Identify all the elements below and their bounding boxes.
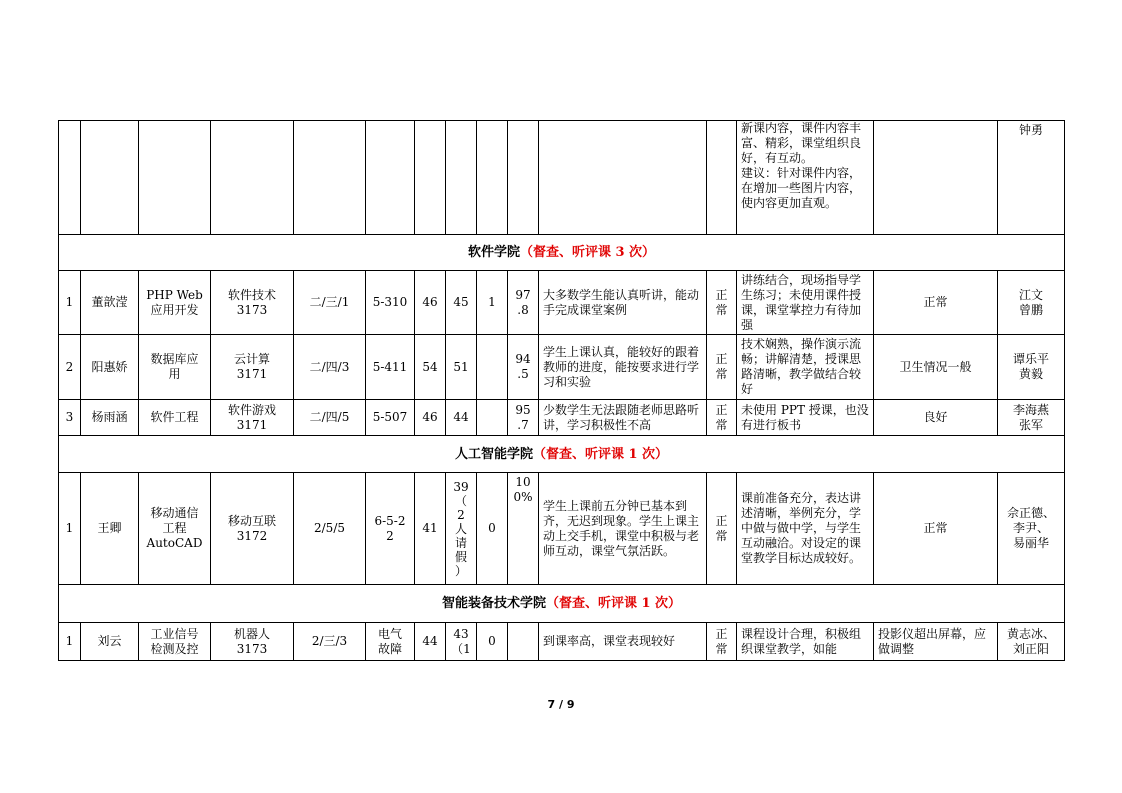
- enrolled-count: 41: [415, 473, 446, 585]
- room: 5-411: [366, 335, 415, 400]
- absent-count: [477, 335, 508, 400]
- course-name: 工业信号 检测及控: [139, 623, 211, 661]
- section-note: （督查、听评课 3 次）: [519, 245, 656, 260]
- teaching-comment: 新课内容，课件内容丰富、精彩，课堂组织良好，有互动。 建议：针对课件内容，在增加一些图片内容，使内容更加直观。: [737, 121, 874, 235]
- attendance-rate: 95 .7: [508, 400, 539, 436]
- room: 5-310: [366, 271, 415, 335]
- row-number: 2: [59, 335, 81, 400]
- environment-comment: 正常: [874, 473, 998, 585]
- student-comment: 少数学生无法跟随老师思路听讲，学习积极性不高: [539, 400, 707, 436]
- class-name: 移动互联 3172: [211, 473, 294, 585]
- absent-count: 0: [477, 623, 508, 661]
- table-row: [59, 473, 1065, 585]
- teaching-comment: 未使用 PPT 授课，也没有进行板书: [737, 400, 874, 436]
- course-name: 软件工程: [139, 400, 211, 436]
- teaching-comment: 课程设计合理，积极组织课堂教学，如能: [737, 623, 874, 661]
- section-name: 软件学院: [467, 245, 520, 260]
- student-comment: 学生上课认真，能较好的跟着教师的进度，能按要求进行学习和实验: [539, 335, 707, 400]
- environment-comment: 正常: [874, 271, 998, 335]
- attendance-rate: 94 .5: [508, 335, 539, 400]
- status: 正 常: [707, 400, 737, 436]
- room: 6-5-2 2: [366, 473, 415, 585]
- section-name: 智能装备技术学院: [441, 596, 546, 611]
- absent-count: 0: [477, 473, 508, 585]
- room: 5-507: [366, 400, 415, 436]
- class-time: 二/四/3: [294, 335, 366, 400]
- student-comment: 大多数学生能认真听讲，能动手完成课堂案例: [539, 271, 707, 335]
- teacher-name: 阳惠娇: [81, 335, 139, 400]
- table-row: [59, 623, 1065, 661]
- enrolled-count: 46: [415, 400, 446, 436]
- environment-comment: 良好: [874, 400, 998, 436]
- status: 正 常: [707, 473, 737, 585]
- enrolled-count: 44: [415, 623, 446, 661]
- course-name: 移动通信 工程 AutoCAD: [139, 473, 211, 585]
- teacher-name: 董歆滢: [81, 271, 139, 335]
- section-header: [59, 585, 1065, 623]
- section-note: （督查、听评课 1 次）: [545, 596, 682, 611]
- teaching-comment: 技术娴熟，操作演示流畅；讲解清楚，授课思路清晰，教学做结合较好: [737, 335, 874, 400]
- section-name: 人工智能学院: [454, 446, 533, 462]
- page-number: 7 / 9: [547, 698, 575, 711]
- enrolled-count: 54: [415, 335, 446, 400]
- present-count: 45: [446, 271, 477, 335]
- row-number: 3: [59, 400, 81, 436]
- status: 正 常: [707, 335, 737, 400]
- inspector-names: 钟勇: [998, 121, 1065, 235]
- inspector-names: 李海燕 张军: [998, 400, 1065, 436]
- section-header: [59, 436, 1065, 473]
- status: 正 常: [707, 623, 737, 661]
- class-name: 软件游戏 3171: [211, 400, 294, 436]
- present-count: 51: [446, 335, 477, 400]
- class-time: 2/5/5: [294, 473, 366, 585]
- section-header: [59, 235, 1065, 271]
- table-row: [59, 335, 1065, 400]
- table-row: [59, 271, 1065, 335]
- status: 正 常: [707, 271, 737, 335]
- attendance-rate: 10 0%: [508, 473, 539, 585]
- inspection-table: [58, 120, 1065, 661]
- teacher-name: 刘云: [81, 623, 139, 661]
- present-count: 44: [446, 400, 477, 436]
- class-name: 机器人 3173: [211, 623, 294, 661]
- section-note: （督查、听评课 1 次）: [532, 446, 669, 462]
- teacher-name: 王卿: [81, 473, 139, 585]
- environment-comment: 卫生情况一般: [874, 335, 998, 400]
- teacher-name: 杨雨涵: [81, 400, 139, 436]
- teaching-comment: 课前准备充分，表达讲述清晰，举例充分，学中做与做中学，与学生互动融洽。对设定的课堂教学目标达成较好。: [737, 473, 874, 585]
- absent-count: 1: [477, 271, 508, 335]
- absent-count: [477, 400, 508, 436]
- table-row: [59, 400, 1065, 436]
- row-number: 1: [59, 623, 81, 661]
- present-count: 43 （1: [446, 623, 477, 661]
- environment-comment: 投影仪超出屏幕，应做调整: [874, 623, 998, 661]
- inspector-names: 谭乐平 黄毅: [998, 335, 1065, 400]
- table-row: [59, 121, 1065, 235]
- teaching-comment: 讲练结合，现场指导学生练习；未使用课件授课，课堂掌控力有待加强: [737, 271, 874, 335]
- inspector-names: 黄志冰、 刘正阳: [998, 623, 1065, 661]
- class-time: 二/四/5: [294, 400, 366, 436]
- room: 电气 故障: [366, 623, 415, 661]
- course-name: 数据库应 用: [139, 335, 211, 400]
- present-count: 39 （ 2 人 请 假 ）: [446, 473, 477, 585]
- class-time: 2/三/3: [294, 623, 366, 661]
- inspector-names: 江文 曾鹏: [998, 271, 1065, 335]
- student-comment: 到课率高，课堂表现较好: [539, 623, 707, 661]
- class-time: 二/三/1: [294, 271, 366, 335]
- student-comment: 学生上课前五分钟已基本到齐，无迟到现象。学生上课主动上交手机，课堂中积极与老师互动，课堂气氛活跃。: [539, 473, 707, 585]
- course-name: PHP Web 应用开发: [139, 271, 211, 335]
- attendance-rate: 97 .8: [508, 271, 539, 335]
- class-name: 云计算 3171: [211, 335, 294, 400]
- class-name: 软件技术 3173: [211, 271, 294, 335]
- row-number: 1: [59, 473, 81, 585]
- row-number: 1: [59, 271, 81, 335]
- enrolled-count: 46: [415, 271, 446, 335]
- inspector-names: 佘正德、 李尹、 易丽华: [998, 473, 1065, 585]
- attendance-rate: [508, 623, 539, 661]
